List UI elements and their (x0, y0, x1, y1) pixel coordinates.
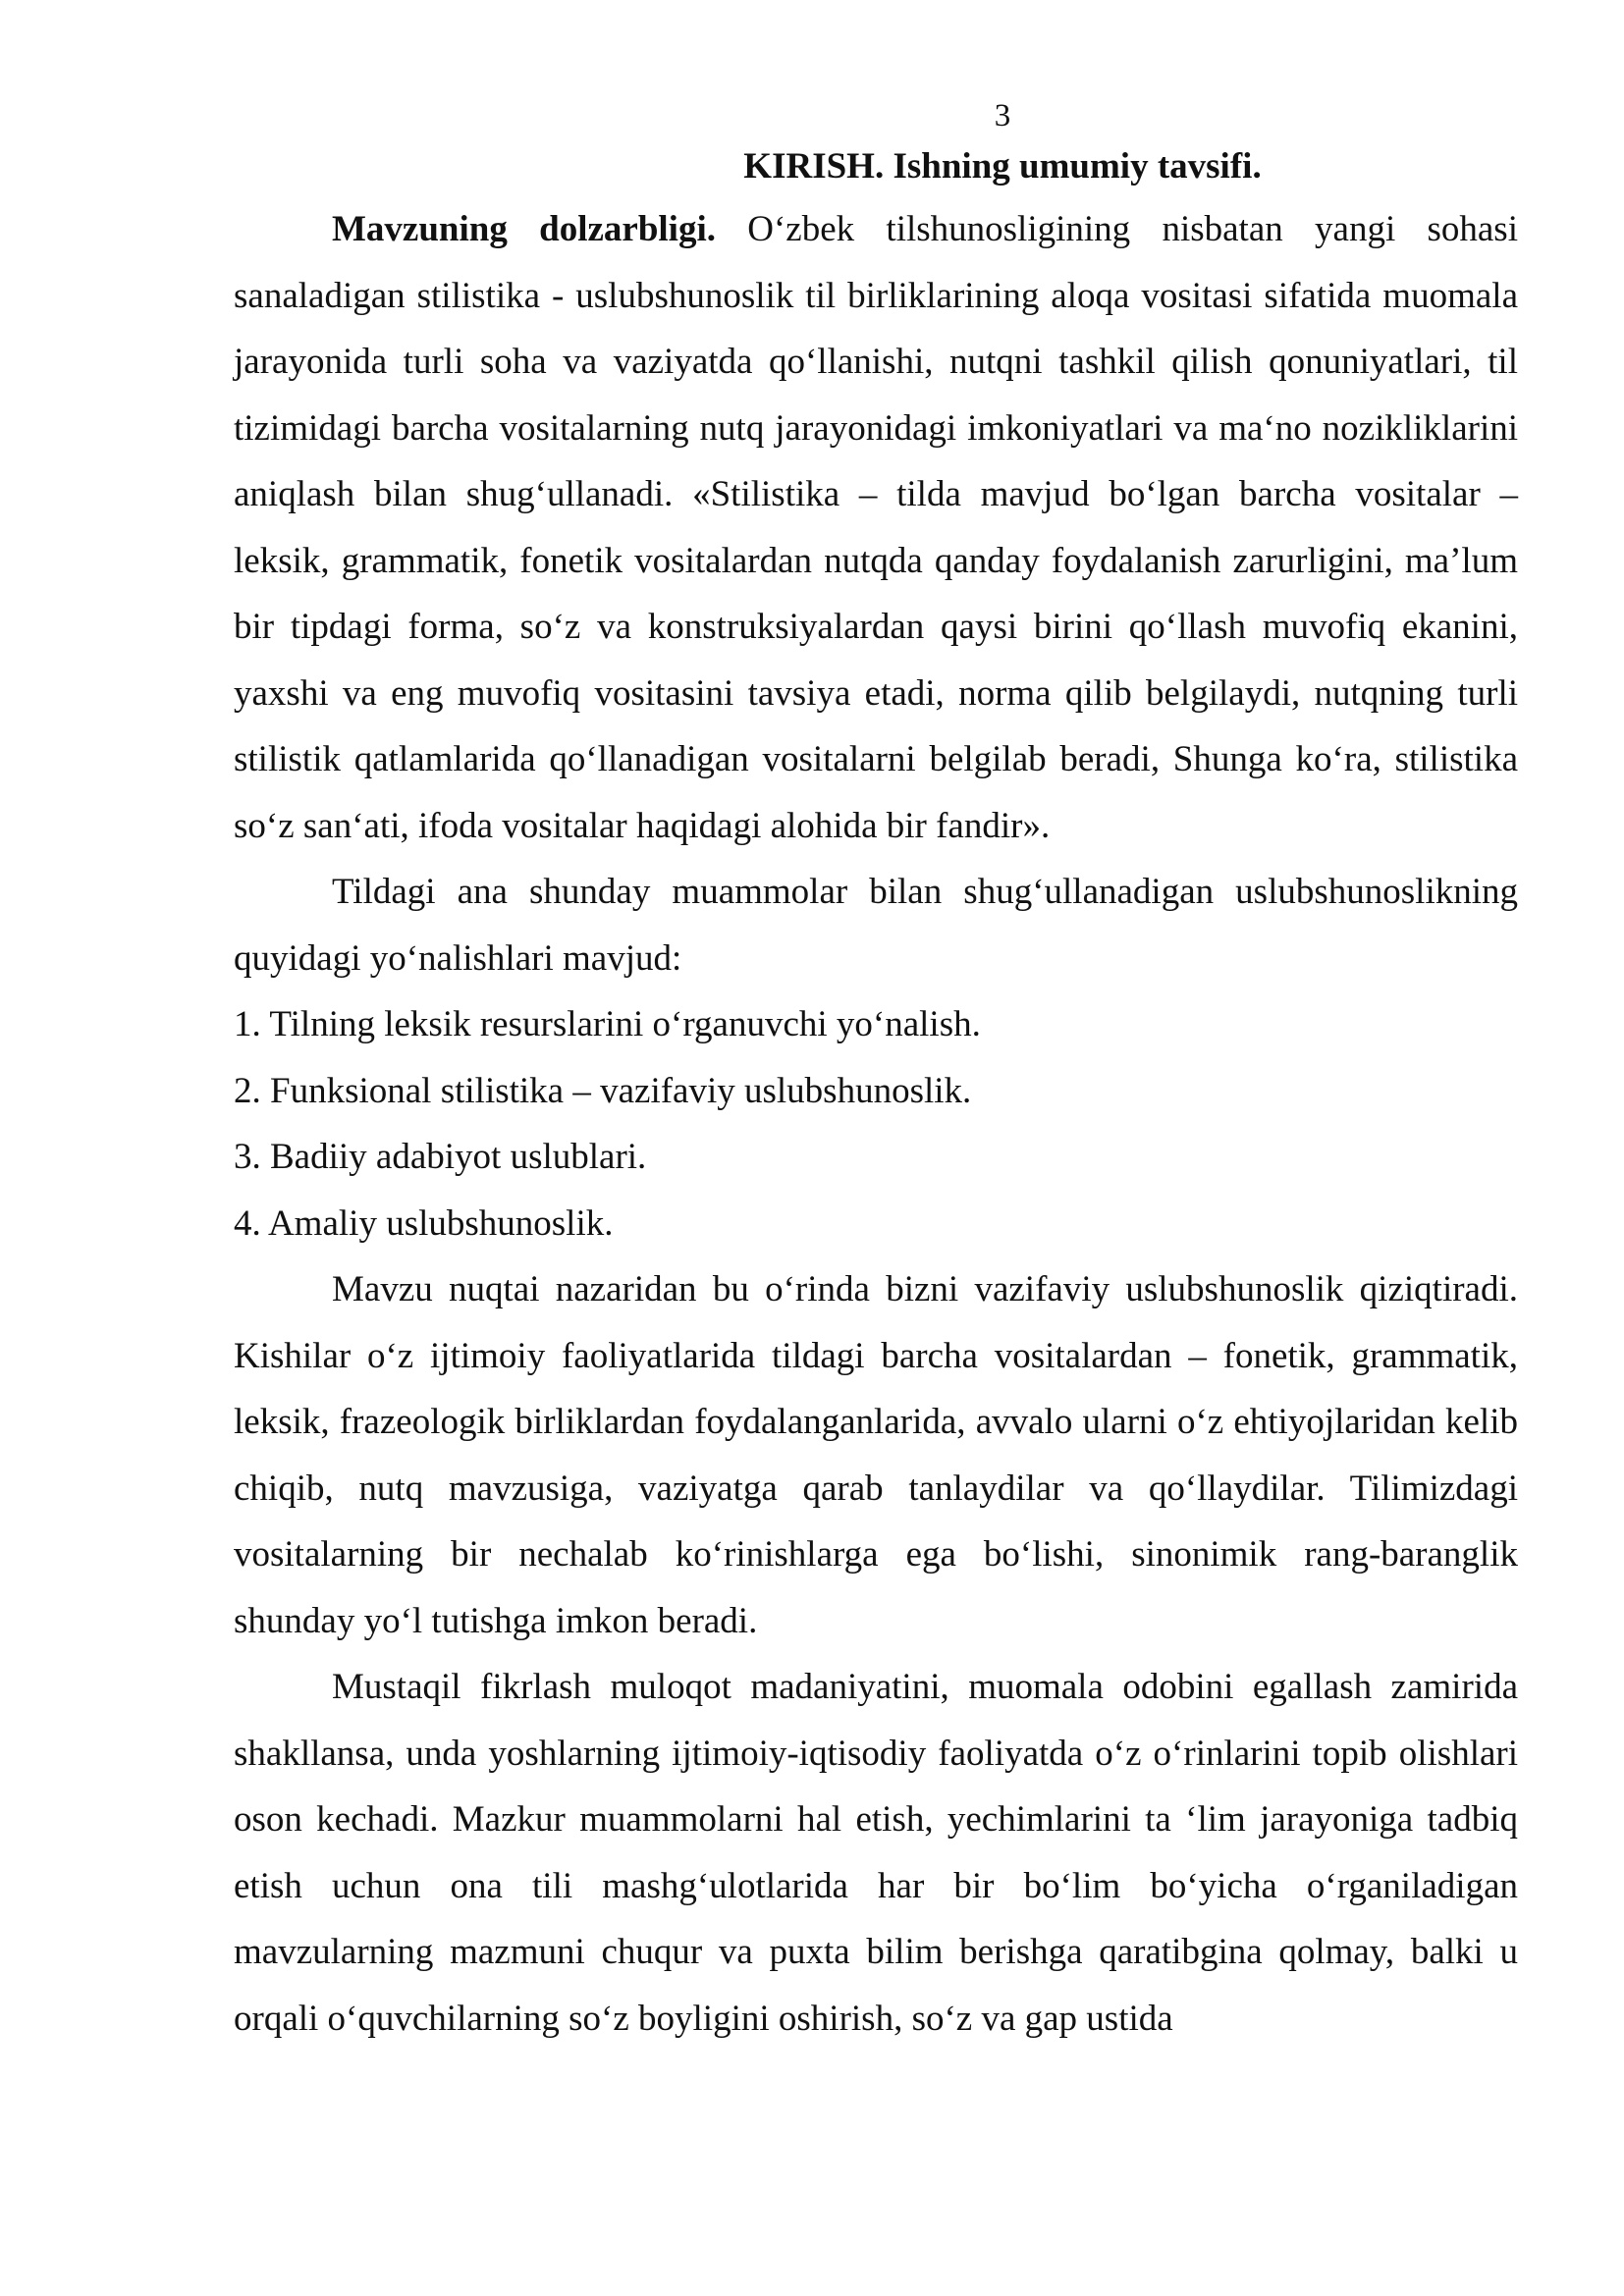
intro-lead: Mavzuning dolzarbligi. (332, 209, 716, 249)
list-item: 1. Tilning leksik resurslarini o‘rganuvchi yo‘nalish. (234, 1004, 981, 1044)
document-page (234, 94, 1518, 2052)
page-number: 3 (994, 98, 1011, 133)
intro-paragraph (234, 196, 1518, 859)
list-item: 4. Amaliy uslubshunoslik. (234, 1202, 614, 1244)
section-heading: KIRISH. Ishning umumiy tavsifi. (743, 146, 1262, 187)
directions-intro-paragraph: Tildagi ana shunday muammolar bilan shug‘ullanadigan uslubshunoslikning quyidagi yo‘nalishlari mavjud: (234, 872, 1518, 979)
thinking-paragraph: Mustaqil fikrlash muloqot madaniyatini, muomala odobini egallash zamirida shakllansa, unda yoshlarning ijtimoiy-iqtisodiy faoliyatda o‘z o‘rinlarini topib olishlari oson kechadi. Mazkur muammolarni hal etish, yechimlarini ta ‘lim jarayoniga tadbiq etish uchun ona tili mashg‘ulotlarida har bir bo‘lim bo‘yicha o‘rganiladigan mavzularning mazmuni chuqur va puxta bilim berishga qaratibgina qolmay, balki u orqali o‘quvchilarning so‘z boyligini oshirish, so‘z va gap ustida (234, 1667, 1518, 2039)
intro-text: O‘zbek tilshunosligining nisbatan yangi sohasi sanaladigan stilistika - uslubshunoslik til birliklarining aloqa vositasi sifatida muomala jarayonida turli soha va vaziyatda qo‘llanishi, nutqni tashkil qilish qonuniyatlari, til tizimidagi barcha vositalarning nutq jarayonidagi imkoniyatlari va ma‘no nozikliklarini aniqlash bilan shug‘ullanadi. «Stilistika – tilda mavjud bo‘lgan barcha vositalar – leksik, grammatik, fonetik vositalardan nutqda qanday foydalanish zarurligini, ma’lum bir tipdagi forma, so‘z va konstruksiyalardan qaysi birini qo‘llash muvofiq ekanini, yaxshi va eng muvofiq vositasini tavsiya etadi, norma qilib belgilaydi, nutqning turli stilistik qatlamlarida qo‘llanadigan vositalarni belgilab beradi, Shunga ko‘ra, stilistika so‘z san‘ati, ifoda vositalar haqidagi alohida bir fandir». (234, 209, 1518, 846)
list-item: 3. Badiiy adabiyot uslublari. (234, 1137, 647, 1177)
list-item: 2. Funksional stilistika – vazifaviy uslubshunoslik. (234, 1070, 972, 1111)
topic-paragraph: Mavzu nuqtai nazaridan bu o‘rinda bizni vazifaviy uslubshunoslik qiziqtiradi. Kishilar o‘z ijtimoiy faoliyatlarida tildagi barcha vositalardan – fonetik, grammatik, leksik, frazeologik birliklardan foydalanganlarida, avvalo ularni o‘z ehtiyojlaridan kelib chiqib, nutq mavzusiga, vaziyatga qarab tanlaydilar va qo‘llaydilar. Tilimizdagi vositalarning bir nechalab ko‘rinishlarga ega bo‘lishi, sinonimik rang-baranglik shunday yo‘l tutishga imkon beradi. (234, 1269, 1518, 1641)
